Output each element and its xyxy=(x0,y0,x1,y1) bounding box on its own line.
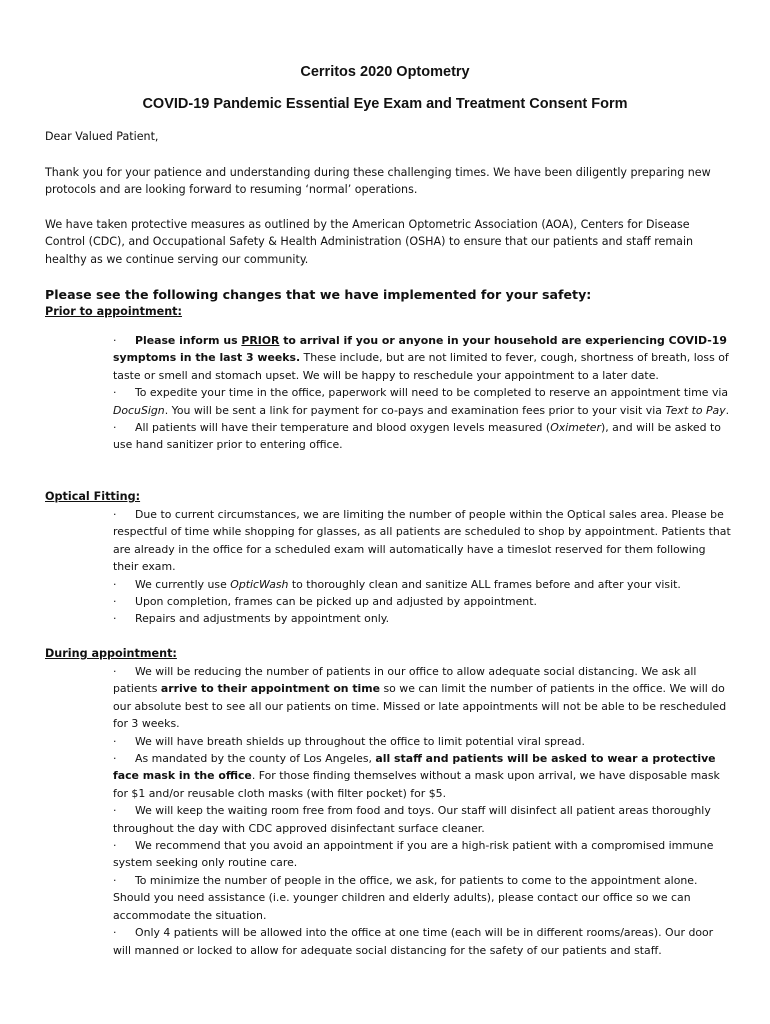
list-item: · Only 4 patients will be allowed into the office at one time (each will be in different rooms/areas). Our door will manned or locked to allow for adequate social distancing for the safety of our patients and staff. xyxy=(113,926,714,957)
intro-paragraph: Thank you for your patience and understanding during these challenging times. We have been diligently preparing new protocols and are looking forward to resuming ‘normal’ operations. xyxy=(45,166,711,197)
list-item: · We recommend that you avoid an appointment if you are a high-risk patient with a compromised immune system seeking only routine care. xyxy=(113,839,714,870)
list-item: · As mandated by the county of Los Angeles, all staff and patients will be asked to wear a protective face mask in the office. For those finding themselves without a mask upon arrival, we have disposable mask for $1 and/or reusable cloth masks (with filter pocket) for $5. xyxy=(113,752,720,800)
during-heading: During appointment: xyxy=(45,647,177,660)
during-list xyxy=(113,663,731,959)
list-item: · All patients will have their temperature and blood oxygen levels measured (Oximeter), and will be asked to use hand sanitizer prior to entering office. xyxy=(113,421,721,452)
prior-list xyxy=(113,332,731,454)
prior-heading: Prior to appointment: xyxy=(45,305,183,318)
form-title: COVID-19 Pandemic Essential Eye Exam and Treatment Consent Form xyxy=(142,96,628,112)
list-item: · Due to current circumstances, we are limiting the number of people within the Optical sales area. Please be respectful of time while shopping for glasses, as all patients are scheduled to shop by appointment. Patients that are already in the office for a scheduled exam will automatically have a timeslot reserved for them following their exam. xyxy=(113,508,731,574)
list-item: · We will be reducing the number of patients in our office to allow adequate social distancing. We ask all patients arrive to their appointment on time so we can limit the number of patients in the office. We will do our absolute best to see all our patients on time. Missed or late appointments will not be able to be rescheduled for 3 weeks. xyxy=(113,665,727,731)
optical-heading: Optical Fitting: xyxy=(45,490,141,503)
list-item: · We currently use OpticWash to thoroughly clean and sanitize ALL frames before and after your visit. xyxy=(113,577,681,591)
list-item: · To expedite your time in the office, paperwork will need to be completed to reserve an appointment time via DocuSign. You will be sent a link for payment for co-pays and examination fees prior to your visit via Text to Pay. xyxy=(113,386,730,417)
list-item: · Please inform us PRIOR to arrival if you or anyone in your household are experiencing COVID-19 symptoms in the last 3 weeks. These include, but are not limited to fever, cough, shortness of breath, loss of taste or smell and stomach upset. We will be happy to reschedule your appointment to a later date. xyxy=(113,334,729,382)
list-item: · To minimize the number of people in the office, we ask, for patients to come to the appointment alone. Should you need assistance (i.e. younger children and elderly adults), please contact our office so we can accommodate the situation. xyxy=(113,873,698,922)
list-item: · We will keep the waiting room free from food and toys. Our staff will disinfect all patient areas thoroughly throughout the day with CDC approved disinfectant surface cleaner. xyxy=(113,804,711,835)
measures-paragraph: We have taken protective measures as outlined by the American Optometric Association (AOA), Centers for Disease Control (CDC), and Occupational Safety & Health Administration (OSHA) to ensure that our patients and staff remain healthy as we continue serving our community. xyxy=(45,218,694,266)
list-item: · We will have breath shields up throughout the office to limit potential viral spread. xyxy=(113,734,585,748)
list-item: · Repairs and adjustments by appointment only. xyxy=(113,612,390,626)
practice-name: Cerritos 2020 Optometry xyxy=(300,64,470,80)
greeting: Dear Valued Patient, xyxy=(45,130,159,143)
optical-list xyxy=(113,506,731,628)
changes-heading: Please see the following changes that we have implemented for your safety: xyxy=(45,287,592,302)
list-item: · Upon completion, frames can be picked up and adjusted by appointment. xyxy=(113,595,537,609)
